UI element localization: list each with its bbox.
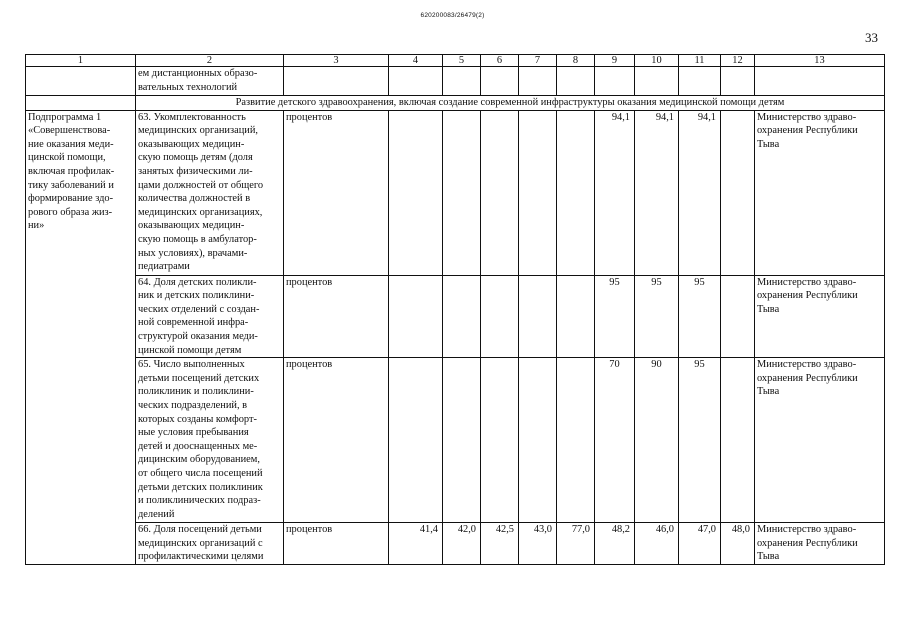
value-cell: 94,1	[595, 110, 635, 275]
unit-cell: процентов	[284, 358, 389, 523]
value-cell: 77,0	[557, 523, 595, 565]
continuation-row	[26, 67, 885, 96]
continuation-text: ем дистанционных образо- вательных технологий	[136, 67, 284, 96]
section-title: Развитие детского здравоохранения, включая создание современной инфраструктуры оказания медицинской помощи детям	[136, 96, 885, 111]
responsible-cell: Министерство здраво- охранения Республики Тыва	[755, 358, 885, 523]
value-cell: 95	[679, 358, 721, 523]
value-cell: 70	[595, 358, 635, 523]
value-cell: 43,0	[519, 523, 557, 565]
column-number: 13	[755, 55, 885, 67]
unit-cell: процентов	[284, 275, 389, 358]
value-cell	[481, 358, 519, 523]
indicator-cell: 66. Доля посещений детьми медицинских организаций с профилактическими целями	[136, 523, 284, 565]
value-cell	[389, 275, 443, 358]
table-row	[26, 110, 885, 275]
value-cell: 46,0	[635, 523, 679, 565]
value-cell: 95	[679, 275, 721, 358]
value-cell	[443, 358, 481, 523]
indicator-cell: 65. Число выполненных детьми посещений детских поликлиник и поликлини- ческих подразделений, в которых созданы комфорт- ные условия пребывания детей и дооснащенных ме- дицинским оборудованием, от общего числа посещений детьми детских поликлиник и поликлинических подраз- делений	[136, 358, 284, 523]
column-number: 2	[136, 55, 284, 67]
value-cell	[721, 358, 755, 523]
value-cell: 95	[595, 275, 635, 358]
value-cell	[443, 110, 481, 275]
value-cell	[557, 110, 595, 275]
column-number: 9	[595, 55, 635, 67]
value-cell	[443, 275, 481, 358]
value-cell	[721, 110, 755, 275]
indicators-table	[25, 54, 885, 565]
responsible-cell: Министерство здраво- охранения Республики Тыва	[755, 275, 885, 358]
table-row	[26, 523, 885, 565]
value-cell: 94,1	[635, 110, 679, 275]
document-id: 620200083/26479(2)	[420, 12, 485, 19]
subprogram-cell: Подпрограмма 1 «Совершенствова- ние оказания меди- цинской помощи, включая профилак- тику заболеваний и формирование здо- рового образа жиз- ни»	[26, 110, 136, 565]
column-number: 3	[284, 55, 389, 67]
value-cell	[721, 275, 755, 358]
value-cell	[481, 110, 519, 275]
table-row	[26, 275, 885, 358]
section-row	[26, 96, 885, 111]
column-number-row	[26, 55, 885, 67]
unit-cell: процентов	[284, 523, 389, 565]
value-cell	[519, 358, 557, 523]
value-cell: 48,0	[721, 523, 755, 565]
column-number: 5	[443, 55, 481, 67]
responsible-cell: Министерство здраво- охранения Республики Тыва	[755, 110, 885, 275]
column-number: 10	[635, 55, 679, 67]
value-cell: 47,0	[679, 523, 721, 565]
column-number: 12	[721, 55, 755, 67]
responsible-cell: Министерство здраво- охранения Республики Тыва	[755, 523, 885, 565]
value-cell	[389, 110, 443, 275]
value-cell: 48,2	[595, 523, 635, 565]
value-cell: 95	[635, 275, 679, 358]
value-cell: 42,5	[481, 523, 519, 565]
column-number: 8	[557, 55, 595, 67]
column-number: 6	[481, 55, 519, 67]
value-cell	[519, 275, 557, 358]
value-cell	[481, 275, 519, 358]
value-cell: 42,0	[443, 523, 481, 565]
value-cell: 90	[635, 358, 679, 523]
value-cell	[519, 110, 557, 275]
value-cell	[389, 358, 443, 523]
page-number: 33	[865, 30, 878, 45]
value-cell: 41,4	[389, 523, 443, 565]
value-cell	[557, 275, 595, 358]
column-number: 4	[389, 55, 443, 67]
indicator-cell: 64. Доля детских поликли- ник и детских поликлини- ческих отделений с создан- ной современной инфра- структурой оказания меди- цинской помощи детям	[136, 275, 284, 358]
column-number: 1	[26, 55, 136, 67]
unit-cell: процентов	[284, 110, 389, 275]
table-row	[26, 358, 885, 523]
value-cell	[557, 358, 595, 523]
value-cell: 94,1	[679, 110, 721, 275]
column-number: 11	[679, 55, 721, 67]
indicator-cell: 63. Укомплектованность медицинских организаций, оказывающих медицин- скую помощь детям (доля занятых физическими ли- цами должностей от общего количества должностей в медицинских организациях, оказывающих медицин- скую помощь в амбулатор- ных условиях), врачами- педиатрами	[136, 110, 284, 275]
column-number: 7	[519, 55, 557, 67]
